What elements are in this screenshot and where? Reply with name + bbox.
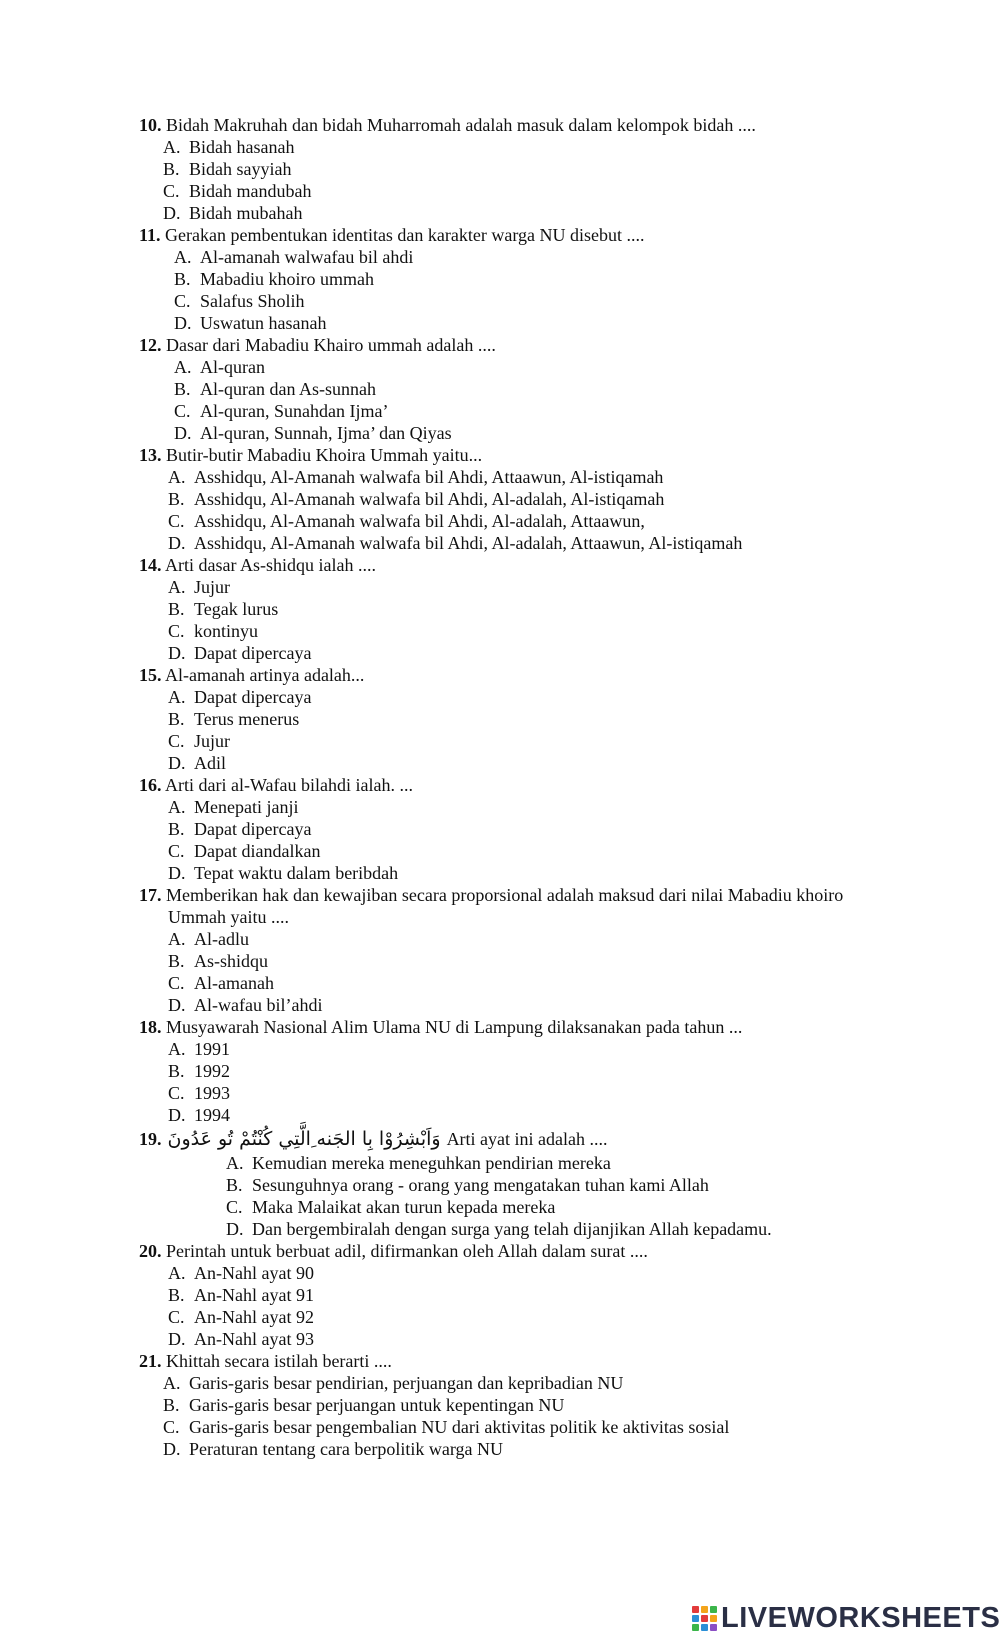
question-11: 11. Gerakan pembentukan identitas dan karakter warga NU disebut .... <box>139 225 645 245</box>
option-19-a[interactable]: A. Kemudian mereka meneguhkan pendirian mereka <box>226 1153 611 1173</box>
option-12-c[interactable]: C. Al-quran, Sunahdan Ijma’ <box>174 401 389 421</box>
option-11-a[interactable]: A. Al-amanah walwafau bil ahdi <box>174 247 414 267</box>
option-17-a[interactable]: A. Al-adlu <box>168 929 249 949</box>
option-18-d[interactable]: D. 1994 <box>168 1105 230 1125</box>
option-10-a[interactable]: A. Bidah hasanah <box>163 137 295 157</box>
option-18-a[interactable]: A. 1991 <box>168 1039 230 1059</box>
option-17-c[interactable]: C. Al-amanah <box>168 973 274 993</box>
option-11-b[interactable]: B. Mabadiu khoiro ummah <box>174 269 374 289</box>
question-21: 21. Khittah secara istilah berarti .... <box>139 1351 392 1371</box>
option-20-d[interactable]: D. An-Nahl ayat 93 <box>168 1329 314 1349</box>
option-11-c[interactable]: C. Salafus Sholih <box>174 291 305 311</box>
option-21-d[interactable]: D. Peraturan tentang cara berpolitik warga NU <box>163 1439 504 1459</box>
option-15-a[interactable]: A. Dapat dipercaya <box>168 687 312 707</box>
option-13-c[interactable]: C. Asshidqu, Al-Amanah walwafa bil Ahdi, Al-adalah, Attaawun, <box>168 511 645 531</box>
option-12-d[interactable]: D. Al-quran, Sunnah, Ijma’ dan Qiyas <box>174 423 452 443</box>
question-13: 13. Butir-butir Mabadiu Khoira Ummah yaitu... <box>139 445 483 465</box>
option-15-c[interactable]: C. Jujur <box>168 731 230 751</box>
question-17: 17. Memberikan hak dan kewajiban secara proporsional adalah maksud dari nilai Mabadiu khoiro <box>139 885 844 905</box>
option-13-b[interactable]: B. Asshidqu, Al-Amanah walwafa bil Ahdi, Al-adalah, Al-istiqamah <box>168 489 665 509</box>
option-10-b[interactable]: B. Bidah sayyiah <box>163 159 292 179</box>
question-14: 14. Arti dasar As-shidqu ialah .... <box>139 555 376 575</box>
option-17-b[interactable]: B. As-shidqu <box>168 951 269 971</box>
option-12-b[interactable]: B. Al-quran dan As-sunnah <box>174 379 376 399</box>
option-15-b[interactable]: B. Terus menerus <box>168 709 300 729</box>
option-11-d[interactable]: D. Uswatun hasanah <box>174 313 327 333</box>
question-15: 15. Al-amanah artinya adalah... <box>139 665 365 685</box>
option-13-d[interactable]: D. Asshidqu, Al-Amanah walwafa bil Ahdi, Al-adalah, Attaawun, Al-istiqamah <box>168 533 743 553</box>
option-16-a[interactable]: A. Menepati janji <box>168 797 299 817</box>
option-20-b[interactable]: B. An-Nahl ayat 91 <box>168 1285 314 1305</box>
option-12-a[interactable]: A. Al-quran <box>174 357 265 377</box>
option-16-c[interactable]: C. Dapat diandalkan <box>168 841 321 861</box>
option-21-b[interactable]: B. Garis-garis besar perjuangan untuk kepentingan NU <box>163 1395 565 1415</box>
question-16: 16. Arti dari al-Wafau bilahdi ialah. ... <box>139 775 413 795</box>
option-13-a[interactable]: A. Asshidqu, Al-Amanah walwafa bil Ahdi, Attaawun, Al-istiqamah <box>168 467 664 487</box>
option-20-a[interactable]: A. An-Nahl ayat 90 <box>168 1263 314 1283</box>
option-19-c[interactable]: C. Maka Malaikat akan turun kepada mereka <box>226 1197 556 1217</box>
option-19-d[interactable]: D. Dan bergembiralah dengan surga yang telah dijanjikan Allah kepadamu. <box>226 1219 772 1239</box>
option-19-b[interactable]: B. Sesunguhnya orang - orang yang mengatakan tuhan kami Allah <box>226 1175 709 1195</box>
option-20-c[interactable]: C. An-Nahl ayat 92 <box>168 1307 314 1327</box>
option-14-b[interactable]: B. Tegak lurus <box>168 599 279 619</box>
option-10-c[interactable]: C. Bidah mandubah <box>163 181 312 201</box>
option-17-d[interactable]: D. Al-wafau bil’ahdi <box>168 995 323 1015</box>
option-21-a[interactable]: A. Garis-garis besar pendirian, perjuangan dan kepribadian NU <box>163 1373 624 1393</box>
option-21-c[interactable]: C. Garis-garis besar pengembalian NU dari aktivitas politik ke aktivitas sosial <box>163 1417 730 1437</box>
option-10-d[interactable]: D. Bidah mubahah <box>163 203 303 223</box>
option-18-b[interactable]: B. 1992 <box>168 1061 230 1081</box>
option-14-d[interactable]: D. Dapat dipercaya <box>168 643 312 663</box>
liveworksheets-logo-icon <box>692 1606 717 1631</box>
arabic-verse: وَاَبْشِرُوْا بِا الجَنه ِالَّتِي كُنْتُمْ تُو عَدُونَ <box>167 1128 441 1150</box>
option-14-c[interactable]: C. kontinyu <box>168 621 259 641</box>
question-10: 10. Bidah Makruhah dan bidah Muharromah adalah masuk dalam kelompok bidah .... <box>139 115 756 135</box>
question-18: 18. Musyawarah Nasional Alim Ulama NU di Lampung dilaksanakan pada tahun ... <box>139 1017 743 1037</box>
option-14-a[interactable]: A. Jujur <box>168 577 230 597</box>
question-12: 12. Dasar dari Mabadiu Khairo ummah adalah .... <box>139 335 496 355</box>
option-16-d[interactable]: D. Tepat waktu dalam beribdah <box>168 863 399 883</box>
question-20: 20. Perintah untuk berbuat adil, difirmankan oleh Allah dalam surat .... <box>139 1241 648 1261</box>
logo-text: LIVEWORKSHEETS <box>721 1601 1000 1634</box>
question-19: 19. وَاَبْشِرُوْا بِا الجَنه ِالَّتِي كُنْتُمْ تُو عَدُونَ Arti ayat ini adalah .... <box>139 1128 608 1150</box>
question-17-continued: Ummah yaitu .... <box>168 907 289 927</box>
option-15-d[interactable]: D. Adil <box>168 753 227 773</box>
option-18-c[interactable]: C. 1993 <box>168 1083 230 1103</box>
option-16-b[interactable]: B. Dapat dipercaya <box>168 819 312 839</box>
liveworksheets-logo[interactable] <box>692 1601 1000 1635</box>
